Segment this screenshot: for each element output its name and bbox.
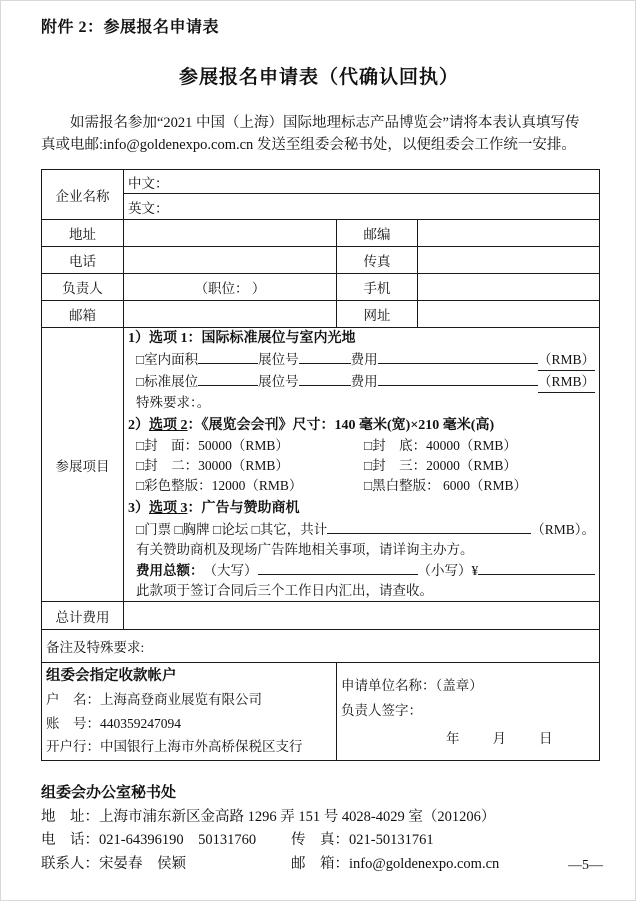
secretariat-contact: 联系人：宋晏春 侯颖	[41, 855, 186, 872]
option2-rest: ：《展览会会刊》尺寸：140 毫米(宽)×210 毫米(高)	[187, 418, 495, 433]
secretariat-address: 地 址：上海市浦东新区金高路 1296 弄 151 号 4028-4029 室（201206）	[41, 808, 496, 825]
option3-rest: ：广告与赞助商机	[187, 501, 300, 516]
blank-underline	[327, 519, 531, 534]
remarks-label: 备注及特殊要求:	[42, 630, 600, 663]
email-row	[42, 301, 600, 328]
total-amount-label: 费用总额：	[136, 563, 204, 578]
cover-two-option: □封 二：30000（RMB）	[136, 458, 289, 473]
option2-prefix: 2）	[128, 418, 149, 433]
secretariat-phone: 电 话：021-64396190 50131760	[41, 832, 257, 848]
bank-account-name: 户 名：上海高登商业展览有限公司	[46, 692, 262, 707]
remarks-row	[42, 630, 600, 663]
sponsor-note-line: 有关赞助商机及现场广告阵地相关事项，请详询主办方。	[136, 542, 474, 557]
bw-page-option: □黑白整版： 6000（RMB）	[364, 478, 528, 493]
journal-price-row	[136, 456, 595, 476]
signature-line: 负责人签字：	[341, 702, 422, 718]
intro-line-2: 真或电邮:info@goldenexpo.com.cn 发送至组委会秘书处，以便组委会工作统一安排。	[41, 137, 576, 153]
secretariat-phone-fax-line	[41, 829, 597, 853]
option3-prefix: 3）	[128, 501, 149, 516]
address-label: 地址	[42, 220, 124, 247]
blank-underline	[198, 349, 258, 364]
sponsor-checkbox-line	[136, 519, 595, 540]
person-in-charge-row	[42, 274, 600, 301]
company-name-row-en	[42, 194, 600, 220]
secretariat-fax: 传 真：021-50131761	[291, 832, 434, 848]
journal-price-row	[136, 476, 595, 496]
position-field: （职位： ）	[124, 274, 337, 301]
booth-no-label: 展位号	[258, 352, 299, 367]
secretariat-block	[41, 782, 597, 876]
blank-underline	[299, 349, 351, 364]
cover-back-option: □封 底：40000（RMB）	[364, 438, 517, 453]
bank-account-heading: 组委会指定收款帐户	[46, 667, 177, 684]
secretariat-heading: 组委会办公室秘书处	[41, 785, 177, 801]
fax-label: 传真	[337, 247, 418, 274]
amount-in-words-label: （大写）	[203, 563, 258, 578]
color-page-option: □彩色整版：12000（RMB）	[136, 478, 303, 493]
company-name-row	[42, 170, 600, 194]
company-name-en-field: 英文：	[124, 194, 600, 220]
indoor-space-line	[136, 349, 595, 371]
cover-three-option: □封 三：20000（RMB）	[364, 458, 517, 473]
intro-paragraph	[41, 112, 597, 156]
email-field	[124, 301, 337, 328]
remittance-note-line: 此款项于签订合同后三个工作日内汇出，请查收。	[136, 583, 433, 598]
bank-signature-row	[42, 663, 600, 761]
exhibition-items-label: 参展项目	[42, 328, 124, 602]
secretariat-contact-email-line	[41, 853, 597, 877]
total-cost-row	[42, 602, 600, 630]
postcode-field	[418, 220, 600, 247]
blank-underline	[299, 371, 351, 386]
registration-form-table	[41, 169, 600, 761]
exhibition-items-row	[42, 328, 600, 602]
cover-front-option: □封 面：50000（RMB）	[136, 438, 289, 453]
rmb-label: （RMB）	[538, 372, 595, 393]
option3-heading	[128, 498, 595, 519]
mobile-label: 手机	[337, 274, 418, 301]
booth-no-label: 展位号	[258, 374, 299, 389]
blank-underline	[378, 371, 538, 386]
applicant-name-seal-line: 申请单位名称：（盖章）	[341, 677, 483, 693]
page-title: 参展报名申请表（代确认回执）	[178, 67, 459, 88]
special-requirements-line: 特殊要求：。	[136, 395, 211, 410]
bank-account-number: 账 号：440359247094	[46, 715, 181, 731]
sponsor-items-label: □门票 □胸牌 □论坛 □其它，共计	[136, 522, 328, 537]
blank-underline	[378, 349, 538, 364]
applicant-signature-cell	[337, 663, 600, 761]
page-content	[1, 1, 635, 876]
email-label: 邮箱	[42, 301, 124, 328]
journal-price-row	[136, 436, 595, 456]
amount-in-figures-label: （小写）¥	[417, 563, 479, 578]
option2-heading	[128, 415, 595, 436]
phone-row	[42, 247, 600, 274]
option1-heading: 1）选项 1：国际标准展位与室内光地	[128, 331, 356, 346]
address-row	[42, 220, 600, 247]
blank-underline	[478, 560, 595, 575]
company-name-label: 企业名称	[42, 170, 124, 220]
date-line: 年 月 日	[446, 730, 555, 746]
sponsor-rmb-label: （RMB）。	[531, 522, 595, 537]
page-number: —5—	[568, 858, 603, 873]
bank-account-cell	[42, 663, 337, 761]
option2-underlined: 选项 2	[149, 418, 188, 433]
mobile-field	[418, 274, 600, 301]
address-field	[124, 220, 337, 247]
attachment-heading: 附件 2：参展报名申请表	[41, 19, 220, 36]
total-amount-line	[136, 560, 595, 581]
phone-field	[124, 247, 337, 274]
blank-underline	[198, 371, 258, 386]
website-field	[418, 301, 600, 328]
rmb-label: （RMB）	[538, 350, 595, 371]
phone-label: 电话	[42, 247, 124, 274]
fee-label: 费用	[350, 374, 378, 389]
total-cost-field	[124, 602, 600, 630]
exhibition-items-cell	[124, 328, 600, 602]
intro-line-1: 如需报名参加“2021 中国（上海）国际地理标志产品博览会”请将本表认真填写传	[70, 115, 580, 131]
standard-booth-checkbox-label: □标准展位	[136, 374, 199, 389]
secretariat-email: 邮 箱：info@goldenexpo.com.cn	[291, 855, 500, 872]
total-cost-label: 总计费用	[42, 602, 124, 630]
postcode-label: 邮编	[337, 220, 418, 247]
fee-label: 费用	[350, 352, 378, 367]
bank-branch: 开户行：中国银行上海市外高桥保税区支行	[46, 739, 303, 754]
person-label: 负责人	[42, 274, 124, 301]
option3-underlined: 选项 3	[149, 501, 188, 516]
website-label: 网址	[337, 301, 418, 328]
company-name-cn-field: 中文：	[124, 170, 600, 194]
indoor-space-checkbox-label: □室内面积	[136, 352, 199, 367]
standard-booth-line	[136, 371, 595, 393]
fax-field	[418, 247, 600, 274]
blank-underline	[258, 560, 418, 575]
